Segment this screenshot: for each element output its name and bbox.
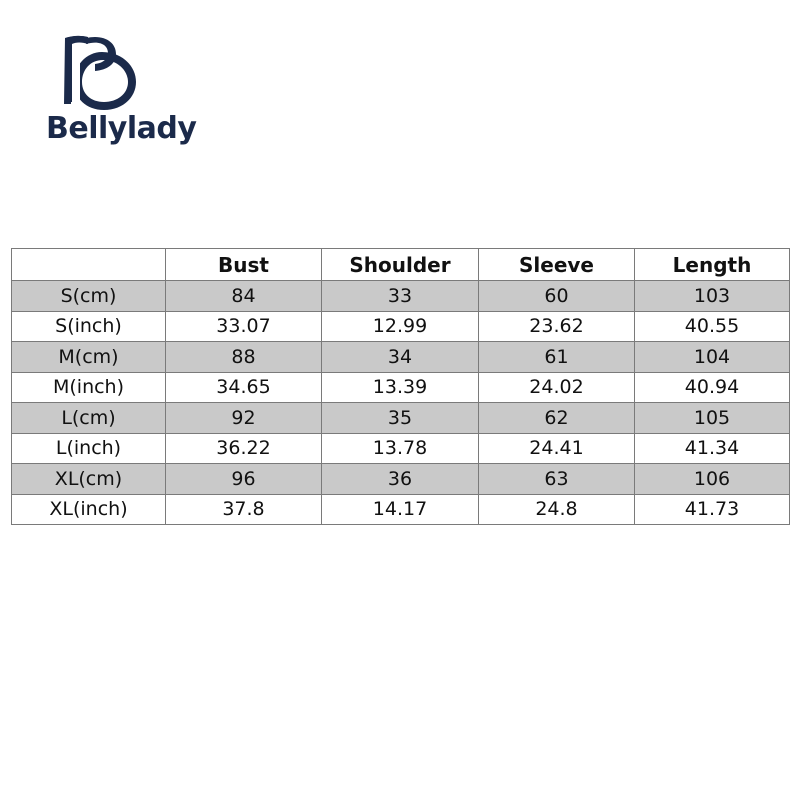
cell-sleeve: 62 xyxy=(479,403,635,434)
cell-length: 40.94 xyxy=(635,372,790,403)
cell-length: 41.34 xyxy=(635,433,790,464)
table-row xyxy=(12,433,790,464)
cell-length: 40.55 xyxy=(635,311,790,342)
table-row xyxy=(12,342,790,373)
cell-shoulder: 14.17 xyxy=(322,494,479,525)
table-row xyxy=(12,372,790,403)
row-label: M(inch) xyxy=(12,372,166,403)
table-row xyxy=(12,311,790,342)
cell-shoulder: 34 xyxy=(322,342,479,373)
cell-bust: 92 xyxy=(166,403,322,434)
cell-sleeve: 63 xyxy=(479,464,635,495)
cell-bust: 37.8 xyxy=(166,494,322,525)
cell-sleeve: 24.02 xyxy=(479,372,635,403)
column-header-size xyxy=(12,249,166,281)
table-header-row xyxy=(12,249,790,281)
cell-shoulder: 13.78 xyxy=(322,433,479,464)
size-chart xyxy=(11,248,789,525)
cell-bust: 88 xyxy=(166,342,322,373)
brand-logo xyxy=(46,28,306,144)
cell-shoulder: 35 xyxy=(322,403,479,434)
cell-bust: 84 xyxy=(166,281,322,312)
cell-length: 41.73 xyxy=(635,494,790,525)
cell-bust: 36.22 xyxy=(166,433,322,464)
cell-bust: 33.07 xyxy=(166,311,322,342)
column-header-shoulder: Shoulder xyxy=(322,249,479,281)
column-header-bust: Bust xyxy=(166,249,322,281)
size-table xyxy=(11,248,790,525)
cell-length: 105 xyxy=(635,403,790,434)
table-row xyxy=(12,464,790,495)
table-row xyxy=(12,281,790,312)
cell-shoulder: 33 xyxy=(322,281,479,312)
row-label: L(inch) xyxy=(12,433,166,464)
cell-length: 103 xyxy=(635,281,790,312)
row-label: M(cm) xyxy=(12,342,166,373)
column-header-sleeve: Sleeve xyxy=(479,249,635,281)
bellylady-monogram-icon xyxy=(50,28,146,112)
row-label: XL(inch) xyxy=(12,494,166,525)
cell-length: 106 xyxy=(635,464,790,495)
table-row xyxy=(12,494,790,525)
row-label: XL(cm) xyxy=(12,464,166,495)
column-header-length: Length xyxy=(635,249,790,281)
cell-sleeve: 60 xyxy=(479,281,635,312)
row-label: S(inch) xyxy=(12,311,166,342)
cell-sleeve: 61 xyxy=(479,342,635,373)
cell-shoulder: 13.39 xyxy=(322,372,479,403)
brand-name: Bellylady xyxy=(46,111,197,146)
table-row xyxy=(12,403,790,434)
cell-shoulder: 12.99 xyxy=(322,311,479,342)
cell-length: 104 xyxy=(635,342,790,373)
row-label: S(cm) xyxy=(12,281,166,312)
row-label: L(cm) xyxy=(12,403,166,434)
cell-sleeve: 24.41 xyxy=(479,433,635,464)
cell-shoulder: 36 xyxy=(322,464,479,495)
cell-sleeve: 24.8 xyxy=(479,494,635,525)
cell-sleeve: 23.62 xyxy=(479,311,635,342)
cell-bust: 96 xyxy=(166,464,322,495)
cell-bust: 34.65 xyxy=(166,372,322,403)
